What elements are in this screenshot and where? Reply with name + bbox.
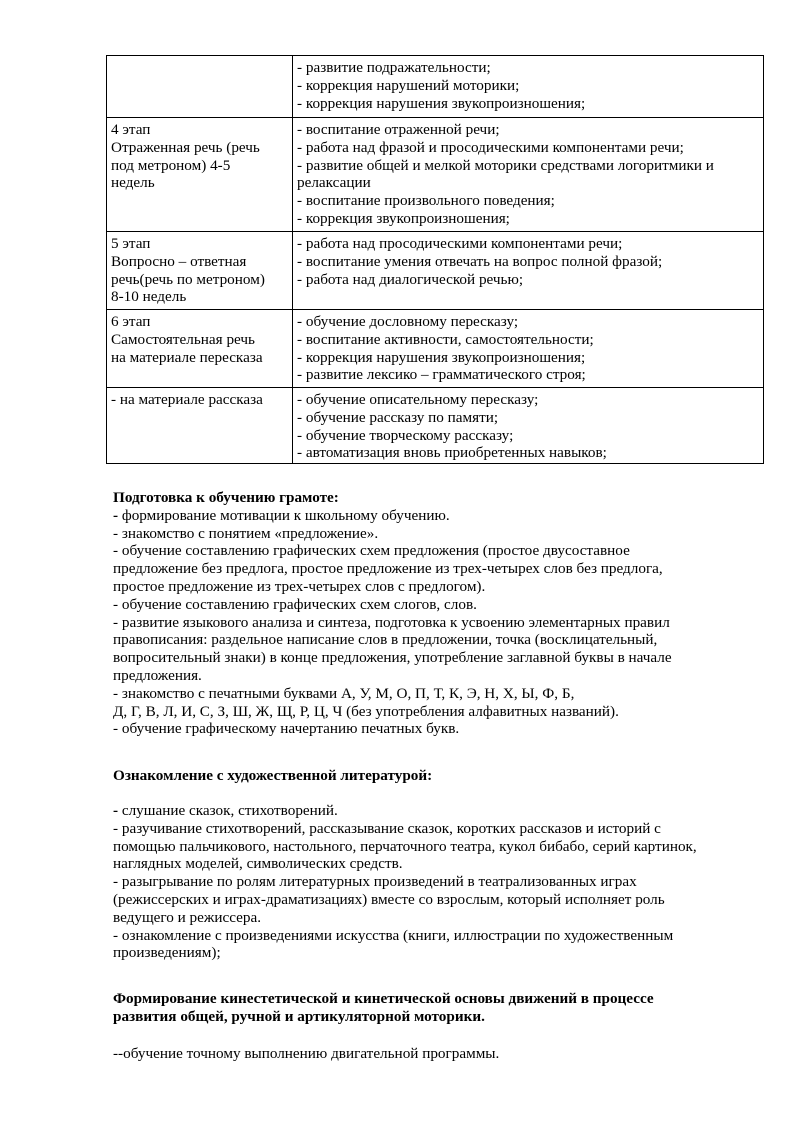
stage-task-line: - коррекция нарушения звукопроизношения; (297, 348, 586, 366)
literacy-line: - знакомство с печатными буквами А, У, М, О, П, Т, К, Э, Н, Х, Ы, Ф, Б, (113, 684, 575, 702)
stage-name-line: на материале пересказа (111, 348, 263, 366)
motor-line: --обучение точному выполнению двигательной программы. (113, 1045, 500, 1062)
stage-task-line: - воспитание умения отвечать на вопрос полной фразой; (297, 252, 663, 270)
stage-task-line: - обучение творческому рассказу; (297, 426, 514, 444)
literacy-first-text: формирование мотивации к школьному обучению. (118, 506, 450, 524)
literacy-line: - обучение составлению графических схем предложения (простое двусоставное (113, 542, 630, 560)
stage-name-line: под метроном) 4-5 (111, 156, 231, 174)
motor-heading-line: Формирование кинестетической и кинетической основы движений в процессе (113, 990, 654, 1007)
literature-first-item (113, 802, 753, 820)
stage-row (107, 232, 764, 310)
literacy-first-dash: - (113, 506, 119, 524)
stage-name-line: 8-10 недель (111, 288, 187, 306)
stage-task-line: - автоматизация вновь приобретенных навыков; (297, 444, 607, 462)
literacy-line: - обучение составлению графических схем слогов, слов. (113, 595, 477, 613)
stage-name-line: - на материале рассказа (111, 391, 263, 408)
stage-task-line: - коррекция нарушения звукопроизношения; (297, 94, 586, 112)
stages-table (106, 55, 764, 464)
literacy-first-item (113, 507, 753, 525)
stage-task-line: - воспитание активности, самостоятельности; (297, 330, 594, 348)
stage-tasks-cell (293, 388, 764, 464)
stage-name-cell (107, 56, 293, 118)
stage-task-line: - развитие подражательности; (297, 59, 491, 76)
literacy-line: предложение без предлога, простое предложение из трех-четырех слов без предлога, (113, 560, 663, 578)
literature-first-text: слушание сказок, стихотворений. (118, 802, 338, 819)
motor-heading-line: развития общей, ручной и артикуляторной моторики. (113, 1007, 485, 1025)
literature-line: ведущего и режиссера. (113, 908, 262, 926)
stage-tasks-cell (293, 232, 764, 310)
literacy-section (113, 489, 753, 738)
literature-line: наглядных моделей, символических средств. (113, 855, 403, 873)
stage-task-line: - коррекция звукопроизношения; (297, 209, 510, 227)
literacy-line: - знакомство с понятием «предложение». (113, 524, 379, 542)
stage-name-line: Вопросно – ответная (111, 252, 247, 270)
literature-line: - ознакомление с произведениями искусства (книги, иллюстрации по художественным (113, 926, 674, 944)
stage-name-line: 5 этап (111, 235, 151, 252)
literature-first-dash: - (113, 802, 119, 819)
stage-task-line: релаксации (297, 174, 371, 192)
literature-line: произведениям); (113, 944, 221, 962)
stage-name-cell (107, 118, 293, 232)
literature-heading: Ознакомление с художественной литературой: (113, 767, 433, 784)
stage-task-line: - коррекция нарушений моторики; (297, 76, 520, 94)
stage-task-line: - работа над просодическими компонентами речи; (297, 235, 623, 252)
stage-task-line: - обучение рассказу по памяти; (297, 408, 499, 426)
stage-name-line: 6 этап (111, 313, 151, 330)
stage-tasks-cell (293, 310, 764, 388)
stage-row (107, 388, 764, 464)
literacy-heading: Подготовка к обучению грамоте: (113, 489, 339, 506)
stage-name-line: 4 этап (111, 121, 151, 138)
motor-body (113, 1045, 753, 1063)
stage-row (107, 56, 764, 118)
stage-name-line: Отраженная речь (речь (111, 138, 260, 156)
stage-tasks-cell (293, 118, 764, 232)
literature-line: (режиссерских и играх-драматизациях) вместе со взрослым, который исполняет роль (113, 890, 665, 908)
stage-name-line: недель (111, 174, 155, 192)
literature-line: помощью пальчикового, настольного, перчаточного театра, кукол бибабо, серий картинок, (113, 837, 697, 855)
stage-task-line: - работа над диалогической речью; (297, 270, 524, 288)
stage-task-line: - работа над фразой и просодическими компонентами речи; (297, 138, 684, 156)
literature-line: - разыгрывание по ролям литературных произведений в театрализованных играх (113, 873, 637, 891)
stage-tasks-cell (293, 56, 764, 118)
stage-task-line: - обучение описательному пересказу; (297, 391, 539, 408)
literature-section (113, 767, 753, 785)
literacy-line: Д, Г, В, Л, И, С, З, Ш, Ж, Щ, Р, Ц, Ч (без употребления алфавитных названий). (113, 702, 619, 720)
stage-task-line: - воспитание произвольного поведения; (297, 192, 555, 210)
literacy-line: предложения. (113, 666, 202, 684)
stage-task-line: - обучение дословному пересказу; (297, 313, 519, 330)
stage-name-cell (107, 232, 293, 310)
stage-task-line: - воспитание отраженной речи; (297, 121, 500, 138)
stage-name-cell (107, 310, 293, 388)
stage-name-line: Самостоятельная речь (111, 330, 255, 348)
literature-line: - разучивание стихотворений, рассказывание сказок, коротких рассказов и историй с (113, 819, 661, 837)
stage-task-line: - развитие общей и мелкой моторики средствами логоритмики и (297, 156, 714, 174)
stage-row (107, 310, 764, 388)
literacy-line: правописания: раздельное написание слов в предложении, точка (восклицательный, (113, 631, 658, 649)
literacy-line: вопросительный знаки) в конце предложения, употребление заглавной буквы в начале (113, 649, 672, 667)
motor-section (113, 990, 753, 1026)
stage-task-line: - развитие лексико – грамматического строя; (297, 366, 586, 384)
stage-name-line: речь(речь по метроном) (111, 270, 265, 288)
literacy-line: - развитие языкового анализа и синтеза, подготовка к усвоению элементарных правил (113, 613, 670, 631)
literature-body (113, 802, 753, 962)
literacy-line: простое предложение из трех-четырех слов с предлогом). (113, 577, 486, 595)
literacy-line: - обучение графическому начертанию печатных букв. (113, 720, 460, 738)
stage-name-cell (107, 388, 293, 464)
stage-row (107, 118, 764, 232)
